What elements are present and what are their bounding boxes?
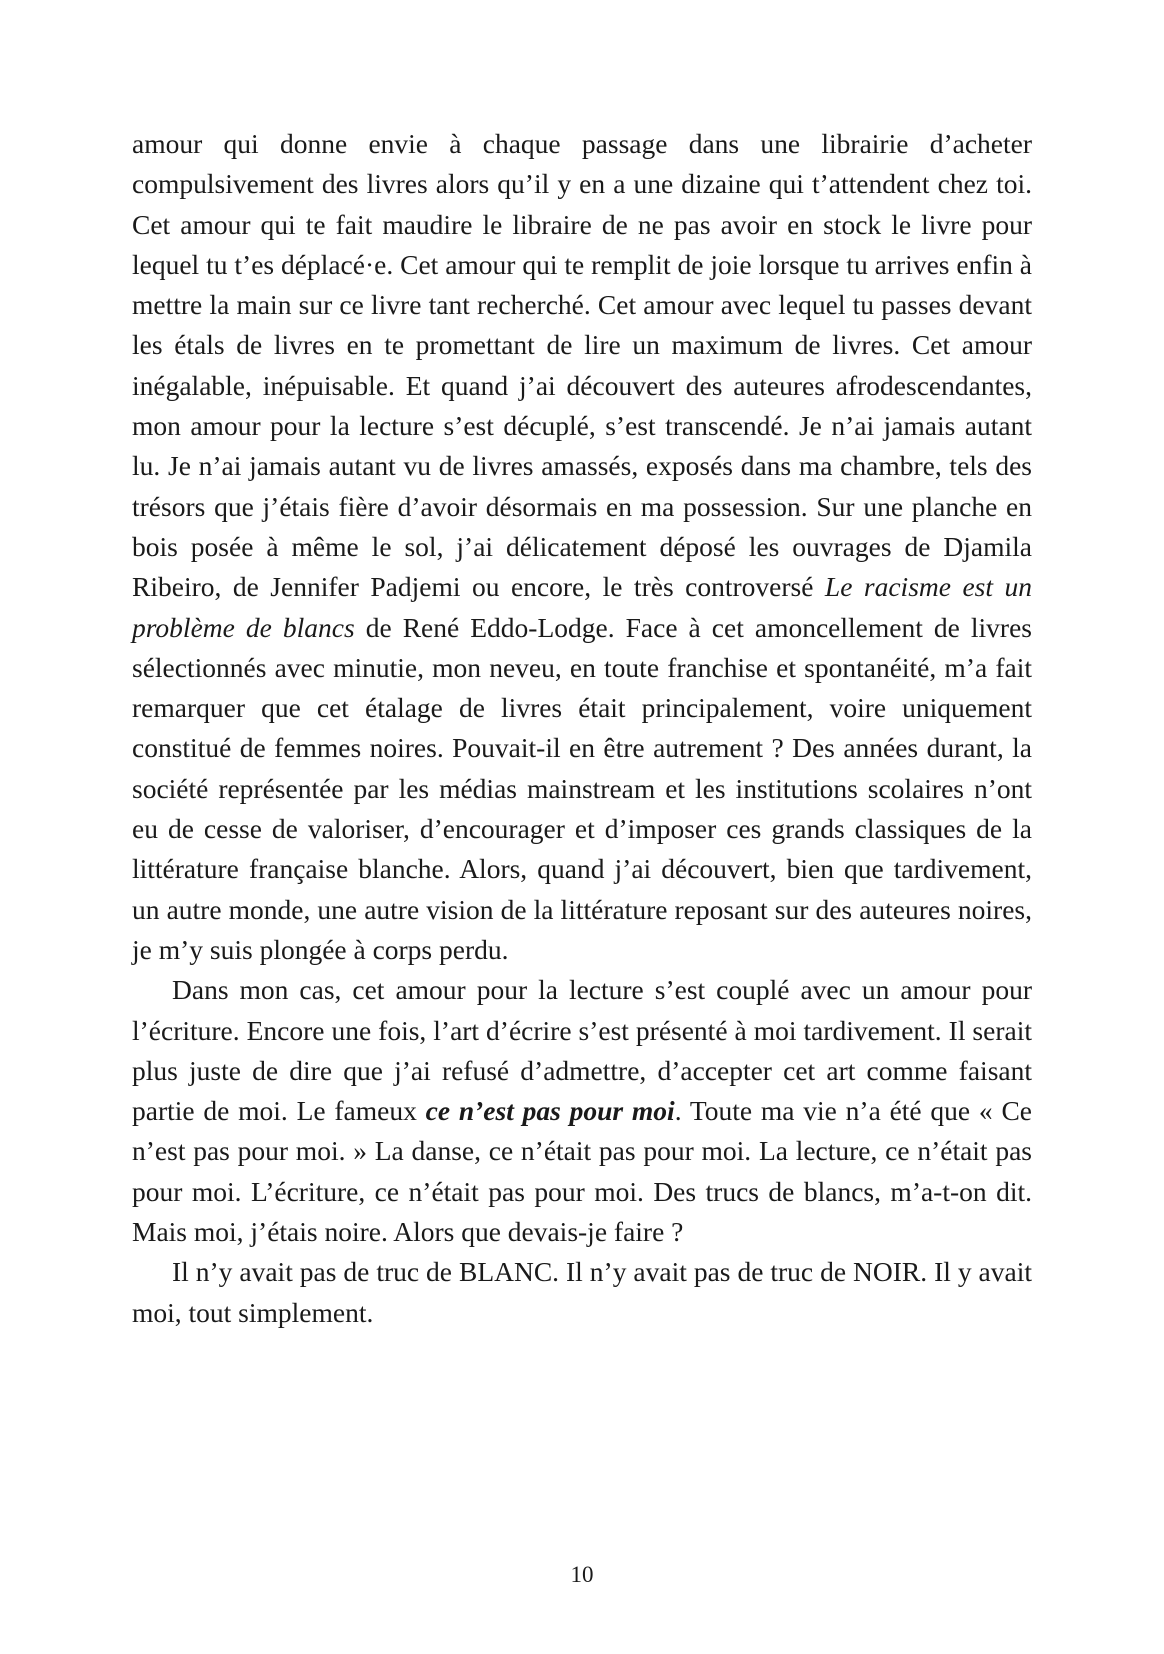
paragraph-2-text-start: Dans mon cas, cet amour pour la lecture s’est couplé avec un amour pour l’écriture. Encore une fois, l’art d’écrire s’est présenté à moi tardivement. Il serait plus juste de dire que j’ai refusé d’admettre, d’accepter cet art comme faisant partie de moi. Le fameux	[132, 974, 1032, 1127]
paragraph-3: Il n’y avait pas de truc de BLANC. Il n’y avait pas de truc de NOIR. Il y avait moi, tout simplement.	[132, 1256, 1032, 1328]
emphasis-bold-italic: ce n’est pas pour moi	[425, 1095, 675, 1127]
body-text	[132, 124, 1032, 1333]
book-title-italic: Le racisme est un problème de blancs	[132, 571, 1032, 643]
paragraph-1	[132, 124, 1032, 970]
page-number: 10	[570, 1562, 594, 1587]
paragraph-2-text-end: . Toute ma vie n’a été que « Ce n’est pas pour moi. » La danse, ce n’était pas pour moi. La lecture, ce n’était pas pour moi. L’écriture, ce n’était pas pour moi. Des trucs de blancs, m’a-t-on dit. Mais moi, j’étais noire. Alors que devais-je faire ?	[132, 1095, 1032, 1248]
paragraph-1-text-start: amour qui donne envie à chaque passage dans une librairie d’acheter compulsivement des livres alors qu’il y en a une dizaine qui t’attendent chez toi. Cet amour qui te fait maudire le libraire de ne pas avoir en stock le livre pour lequel tu t’es déplacé·e. Cet amour qui te remplit de joie lorsque tu arrives enfin à mettre la main sur ce livre tant recherché. Cet amour avec lequel tu passes devant les étals de livres en te promettant de lire un maximum de livres. Cet amour inégalable, inépuisable. Et quand j’ai découvert des auteures afrodescendantes, mon amour pour la lecture s’est décuplé, s’est transcendé. Je n’ai jamais autant lu. Je n’ai jamais autant vu de livres amassés, exposés dans ma chambre, tels des trésors que j’étais fière d’avoir désormais en ma possession. Sur une planche en bois posée à même le sol, j’ai délicatement déposé les ouvrages de Djamila Ribeiro, de Jennifer Padjemi ou encore, le très controversé	[132, 128, 1032, 603]
paragraph-2	[132, 970, 1032, 1252]
paragraph-1-text-end: de René Eddo-Lodge. Face à cet amoncellement de livres sélectionnés avec minutie, mon neveu, en toute franchise et spontanéité, m’a fait remarquer que cet étalage de livres était principalement, voire uniquement constitué de femmes noires. Pouvait-il en être autrement ? Des années durant, la société représentée par les médias mainstream et les institutions scolaires n’ont eu de cesse de valoriser, d’encourager et d’imposer ces grands classiques de la littérature française blanche. Alors, quand j’ai découvert, bien que tardivement, un autre monde, une autre vision de la littérature reposant sur des auteures noires, je m’y suis plongée à corps perdu.	[132, 611, 1032, 965]
